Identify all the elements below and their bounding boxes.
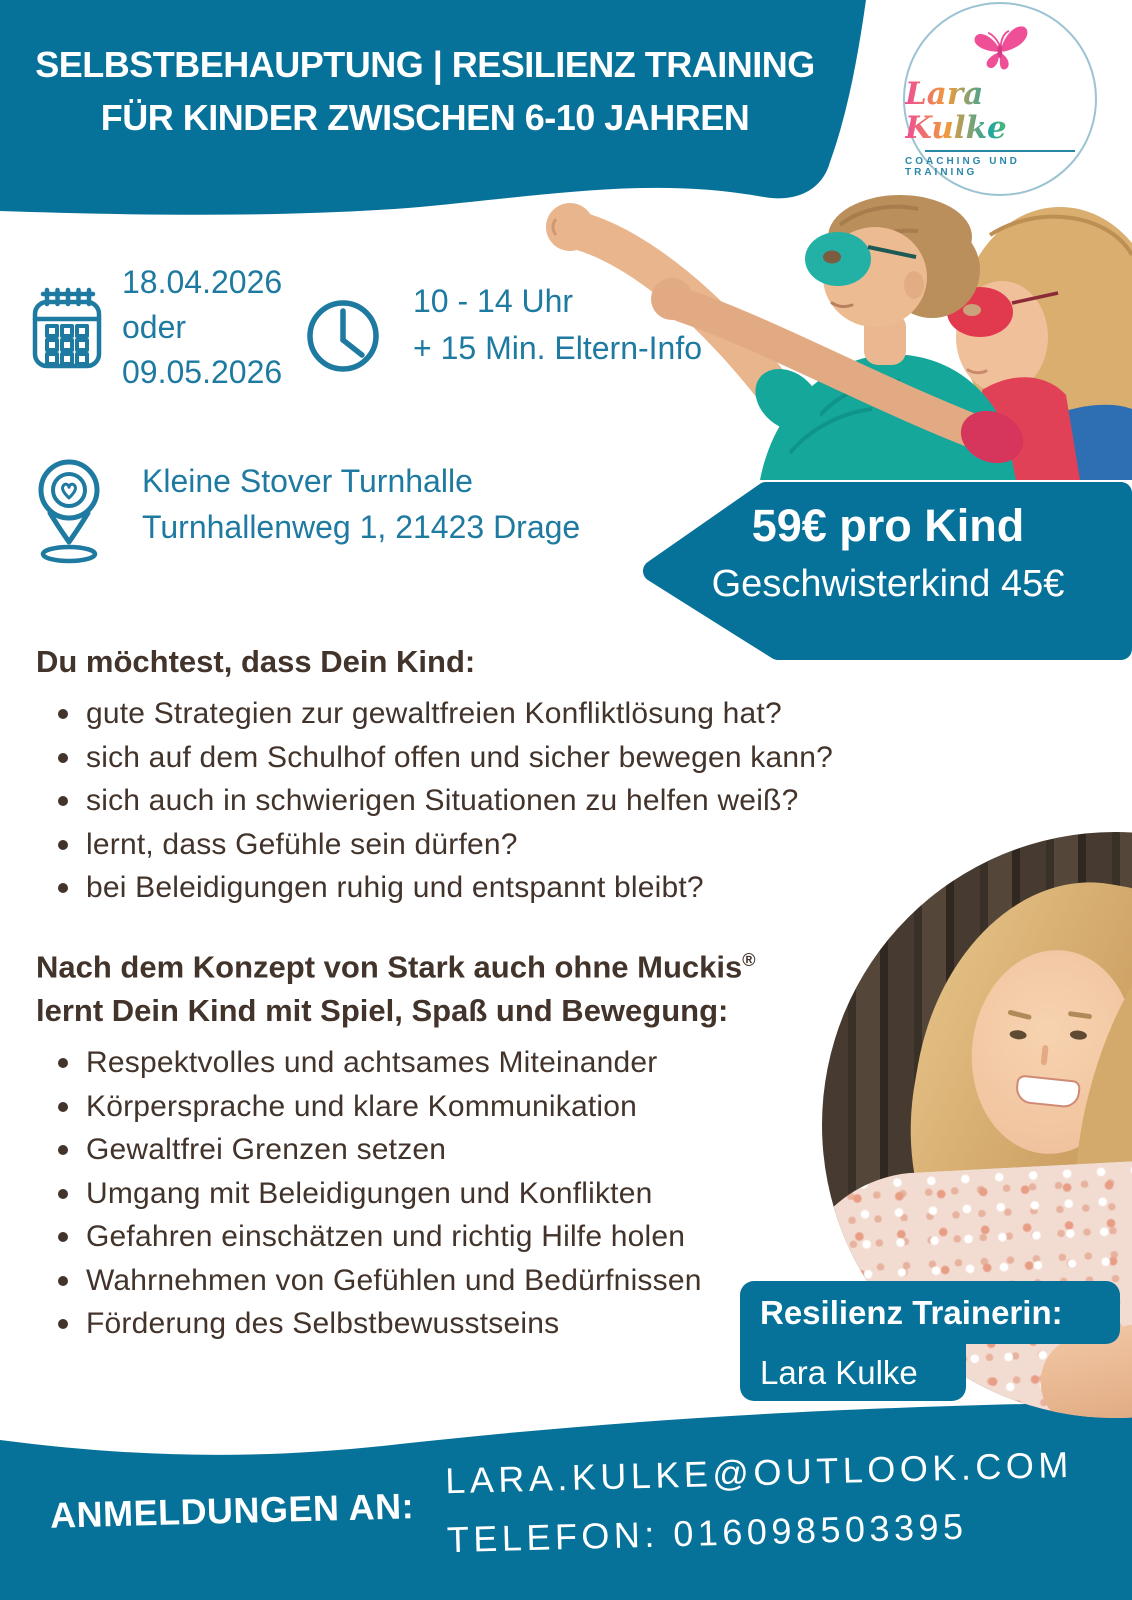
- bullet-icon: [58, 1102, 68, 1112]
- list-item: sich auf dem Schulhof offen und sicher bewegen kann?: [36, 736, 916, 780]
- list-item: Wahrnehmen von Gefühlen und Bedürfnissen: [36, 1259, 916, 1303]
- location-pin-heart-icon: [33, 448, 105, 566]
- date-option-1: 18.04.2026: [122, 264, 283, 300]
- list-item: lernt, dass Gefühle sein dürfen?: [36, 823, 916, 867]
- registration-label: ANMELDUNGEN AN:: [49, 1485, 415, 1536]
- butterfly-icon: [969, 21, 1031, 75]
- list-item: Umgang mit Beleidigungen und Konflikten: [36, 1172, 916, 1216]
- price-block: [648, 496, 1128, 612]
- price-main: 59€ pro Kind: [751, 500, 1025, 551]
- title-line-1: SELBSTBEHAUPTUNG | RESILIENZ TRAINING: [35, 44, 815, 85]
- calendar-icon: [30, 286, 104, 372]
- time-block: [413, 278, 702, 372]
- wishes-list: [36, 692, 916, 910]
- bullet-icon: [58, 1145, 68, 1155]
- bullet-icon: [58, 796, 68, 806]
- bullet-icon: [58, 709, 68, 719]
- bullet-icon: [58, 753, 68, 763]
- registered-mark: ®: [742, 950, 756, 970]
- price-sibling: Geschwisterkind 45€: [711, 563, 1065, 605]
- list-item: Gefahren einschätzen und richtig Hilfe holen: [36, 1215, 916, 1259]
- bullet-icon: [58, 1276, 68, 1286]
- section-concept-heading: Nach dem Konzept von Stark auch ohne Muckis® lernt Dein Kind mit Spiel, Spaß und Bewegung:: [36, 949, 756, 1029]
- section-wishes-heading: Du möchtest, dass Dein Kind:: [36, 644, 476, 679]
- location-name: Kleine Stover Turnhalle: [142, 463, 473, 499]
- page-title: [14, 38, 836, 144]
- bullet-icon: [58, 1189, 68, 1199]
- dates-block: [122, 260, 282, 395]
- location-block: [142, 458, 580, 550]
- logo-subtitle: COACHING UND TRAINING: [905, 155, 1020, 178]
- heart-icon: [63, 484, 76, 498]
- section-wishes: [36, 640, 916, 910]
- time-range: 10 - 14 Uhr: [413, 283, 574, 319]
- title-line-2: FÜR KINDER ZWISCHEN 6-10 JAHREN: [100, 97, 750, 138]
- trainer-name-badge: Lara Kulke: [740, 1344, 966, 1401]
- logo-wordmark: Lara Kulke: [905, 77, 1095, 145]
- contact-block: [445, 1444, 1075, 1561]
- list-item: gute Strategien zur gewaltfreien Konfliktlösung hat?: [36, 692, 916, 736]
- date-separator: oder: [122, 309, 187, 345]
- time-note: + 15 Min. Eltern-Info: [413, 330, 703, 366]
- location-address: Turnhallenweg 1, 21423 Drage: [142, 509, 581, 545]
- contact-phone: TELEFON: 016098503395: [446, 1505, 969, 1561]
- list-item: Körpersprache und klare Kommunikation: [36, 1085, 916, 1129]
- bullet-icon: [58, 1319, 68, 1329]
- trainer-role-badge: Resilienz Trainerin:: [740, 1281, 1120, 1344]
- clock-icon: [303, 296, 383, 376]
- bullet-icon: [58, 883, 68, 893]
- date-option-2: 09.05.2026: [122, 354, 283, 390]
- contact-email: LARA.KULKE@OUTLOOK.COM: [444, 1443, 1074, 1502]
- list-item: Förderung des Selbstbewusstseins: [36, 1302, 916, 1346]
- logo-divider: [925, 150, 1075, 152]
- list-item: Respektvolles und achtsames Miteinander: [36, 1041, 916, 1085]
- list-item: bei Beleidigungen ruhig und entspannt bleibt?: [36, 866, 916, 910]
- bullet-icon: [58, 1232, 68, 1242]
- bullet-icon: [58, 840, 68, 850]
- logo: [903, 2, 1097, 196]
- list-item: sich auch in schwierigen Situationen zu helfen weiß?: [36, 779, 916, 823]
- bullet-icon: [58, 1058, 68, 1068]
- list-item: Gewaltfrei Grenzen setzen: [36, 1128, 916, 1172]
